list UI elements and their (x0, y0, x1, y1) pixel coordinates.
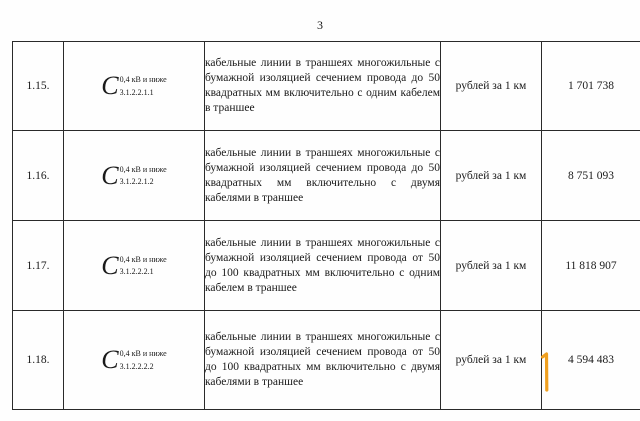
rate-code-superscript: 0,4 кВ и ниже (119, 254, 167, 264)
rate-code-subscript: 3.1.2.2.2.2 (119, 361, 154, 371)
row-number: 1.16. (13, 131, 64, 221)
value-cell: 1 701 738 (542, 42, 640, 131)
rate-code-superscript: 0,4 кВ и ниже (119, 349, 167, 359)
description-text: кабельные линии в траншеях многожильные с бумажной изоляцией сечением провода до 50 квадратных мм включительно с одним кабелем в траншее (205, 57, 440, 114)
description-cell (205, 131, 441, 221)
rate-code-subscript: 3.1.2.2.2.1 (119, 267, 154, 276)
unit-cell: рублей за 1 км (441, 221, 542, 311)
value-cell: 8 751 093 (542, 131, 640, 221)
rate-code-cell (64, 311, 205, 410)
rate-code-cell (64, 131, 205, 221)
unit-cell: рублей за 1 км (441, 42, 542, 131)
table-row (13, 131, 640, 221)
value-cell: 4 594 483 (542, 311, 640, 410)
description-text: кабельные линии в траншеях многожильные с бумажной изоляцией сечением провода до 50 квадратных мм включительно с двумя кабелями в траншее (205, 146, 440, 204)
rate-code-subscript: 3.1.2.2.1.2 (119, 177, 154, 186)
row-number: 1.15. (13, 42, 64, 131)
rate-code-symbol: C (101, 160, 119, 190)
rate-code-subscript: 3.1.2.2.1.1 (119, 87, 154, 97)
table-row (13, 42, 640, 131)
rate-code-symbol: C (101, 345, 119, 374)
handwritten-mark (541, 352, 550, 392)
row-number: 1.18. (13, 311, 64, 410)
row-number: 1.17. (13, 221, 64, 311)
table-row (13, 221, 640, 311)
rate-code-symbol: C (101, 250, 119, 280)
page-number: 3 (317, 18, 323, 32)
rate-code-superscript: 0,4 кВ и ниже (119, 75, 167, 85)
value-cell: 11 818 907 (542, 221, 640, 311)
rate-code-superscript: 0,4 кВ и ниже (119, 164, 167, 174)
unit-cell: рублей за 1 км (441, 311, 542, 410)
rate-code-cell (64, 221, 205, 311)
description-cell (205, 42, 441, 131)
description-cell (205, 221, 441, 311)
description-text: кабельные линии в траншеях многожильные с бумажной изоляцией сечением провода от 50 до 100 квадратных мм включительно с двумя кабелями в траншее (205, 331, 440, 388)
description-cell (205, 311, 441, 410)
description-text: кабельные линии в траншеях многожильные с бумажной изоляцией сечением провода от 50 до 100 квадратных мм включительно с одним кабелем в траншее (205, 236, 440, 294)
unit-cell: рублей за 1 км (441, 131, 542, 221)
rate-code-symbol: C (101, 71, 119, 100)
rate-code-cell (64, 42, 205, 131)
